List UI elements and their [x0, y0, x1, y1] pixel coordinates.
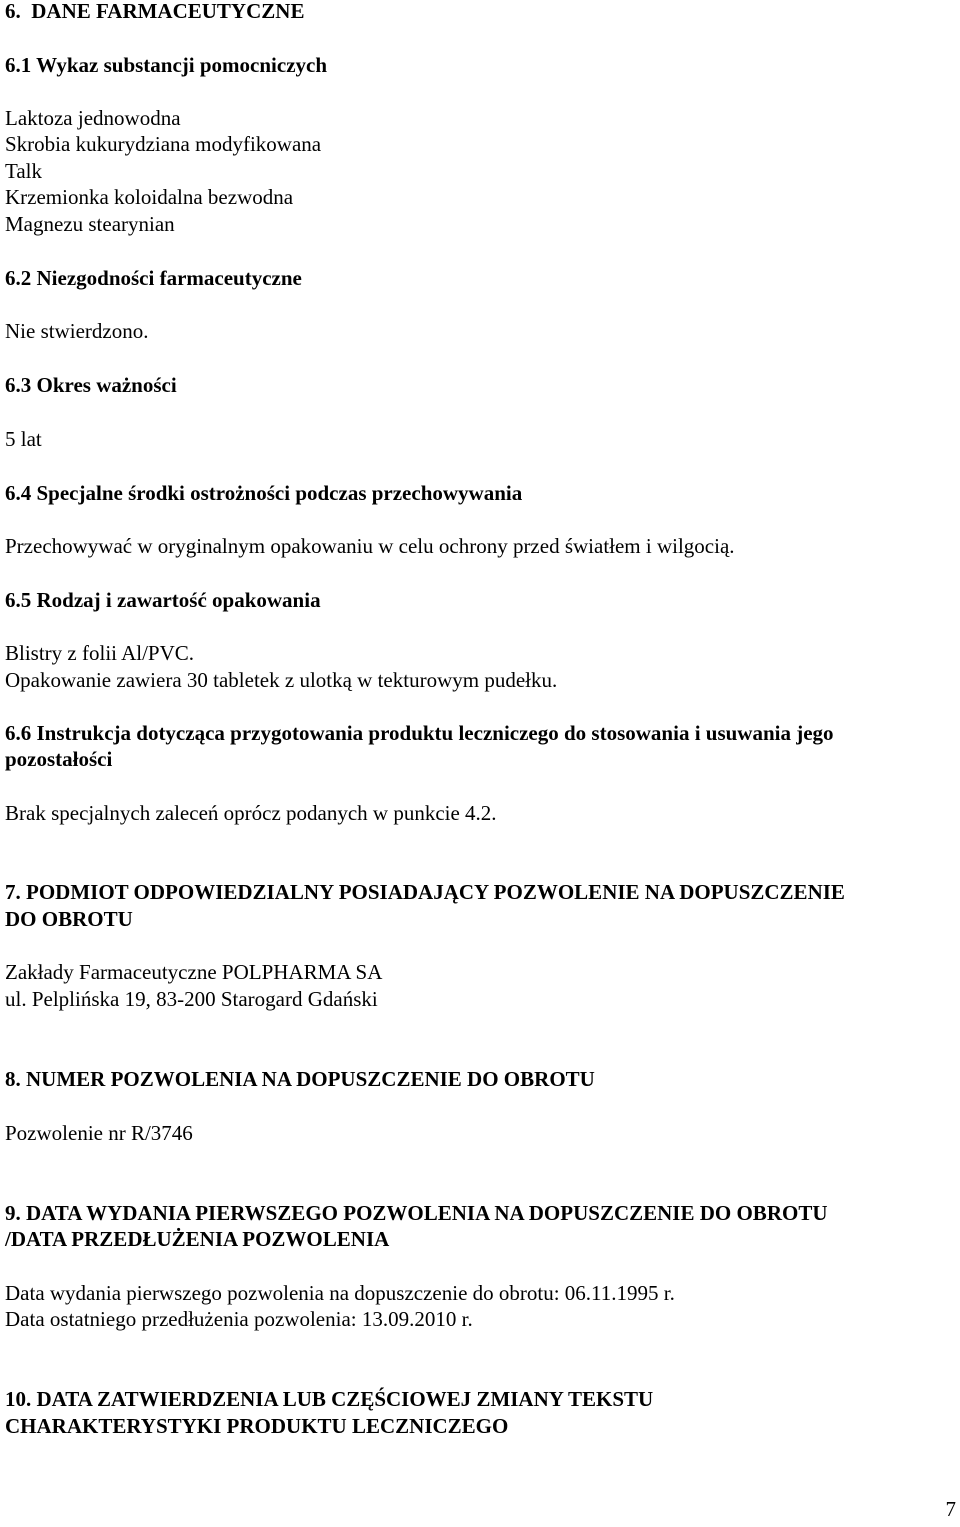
section-7-heading-line: DO OBROTU	[5, 907, 133, 931]
excipient-item: Skrobia kukurydziana modyfikowana	[5, 132, 322, 156]
holder-name: Zakłady Farmaceutyczne POLPHARMA SA	[5, 960, 383, 984]
section-6-4-heading: 6.4 Specjalne środki ostrożności podczas przechowywania	[5, 481, 523, 505]
section-6-1-heading: 6.1 Wykaz substancji pomocniczych	[5, 53, 328, 77]
section-6-3-heading: 6.3 Okres ważności	[5, 373, 177, 397]
section-6-6-heading-line: 6.6 Instrukcja dotycząca przygotowania produktu leczniczego do stosowania i usuwania jego	[5, 721, 834, 745]
authorization-number: Pozwolenie nr R/3746	[5, 1121, 193, 1145]
section-6-2-text: Nie stwierdzono.	[5, 319, 149, 343]
section-6-5-heading: 6.5 Rodzaj i zawartość opakowania	[5, 588, 321, 612]
first-authorization-date: Data wydania pierwszego pozwolenia na dopuszczenie do obrotu: 06.11.1995 r.	[5, 1281, 675, 1305]
excipient-item: Krzemionka koloidalna bezwodna	[5, 185, 294, 209]
section-6-heading: 6. DANE FARMACEUTYCZNE	[5, 0, 305, 23]
section-10-heading-line: CHARAKTERYSTYKI PRODUKTU LECZNICZEGO	[5, 1414, 509, 1438]
excipient-item: Talk	[5, 159, 43, 183]
renewal-date: Data ostatniego przedłużenia pozwolenia: 13.09.2010 r.	[5, 1307, 473, 1331]
section-9-heading-line: 9. DATA WYDANIA PIERWSZEGO POZWOLENIA NA DOPUSZCZENIE DO OBROTU	[5, 1201, 828, 1225]
holder-address: ul. Pelplińska 19, 83-200 Starogard Gdański	[5, 987, 378, 1011]
section-10-heading-line: 10. DATA ZATWIERDZENIA LUB CZĘŚCIOWEJ ZMIANY TEKSTU	[5, 1387, 654, 1411]
section-6-4-text: Przechowywać w oryginalnym opakowaniu w celu ochrony przed światłem i wilgocią.	[5, 534, 735, 558]
excipient-item: Laktoza jednowodna	[5, 106, 181, 130]
section-6-6-heading-line: pozostałości	[5, 747, 113, 771]
section-6-3-text: 5 lat	[5, 427, 42, 451]
section-6-5-line: Opakowanie zawiera 30 tabletek z ulotką w tekturowym pudełku.	[5, 668, 558, 692]
section-9-heading-line: /DATA PRZEDŁUŻENIA POZWOLENIA	[5, 1227, 390, 1251]
section-6-2-heading: 6.2 Niezgodności farmaceutyczne	[5, 266, 302, 290]
section-6-6-text: Brak specjalnych zaleceń oprócz podanych w punkcie 4.2.	[5, 801, 497, 825]
section-8-heading: 8. NUMER POZWOLENIA NA DOPUSZCZENIE DO OBROTU	[5, 1067, 595, 1091]
section-6-5-line: Blistry z folii Al/PVC.	[5, 641, 195, 665]
excipient-item: Magnezu stearynian	[5, 212, 175, 236]
page-number: 7	[945, 1497, 956, 1521]
section-7-heading-line: 7. PODMIOT ODPOWIEDZIALNY POSIADAJĄCY POZWOLENIE NA DOPUSZCZENIE	[5, 880, 845, 904]
